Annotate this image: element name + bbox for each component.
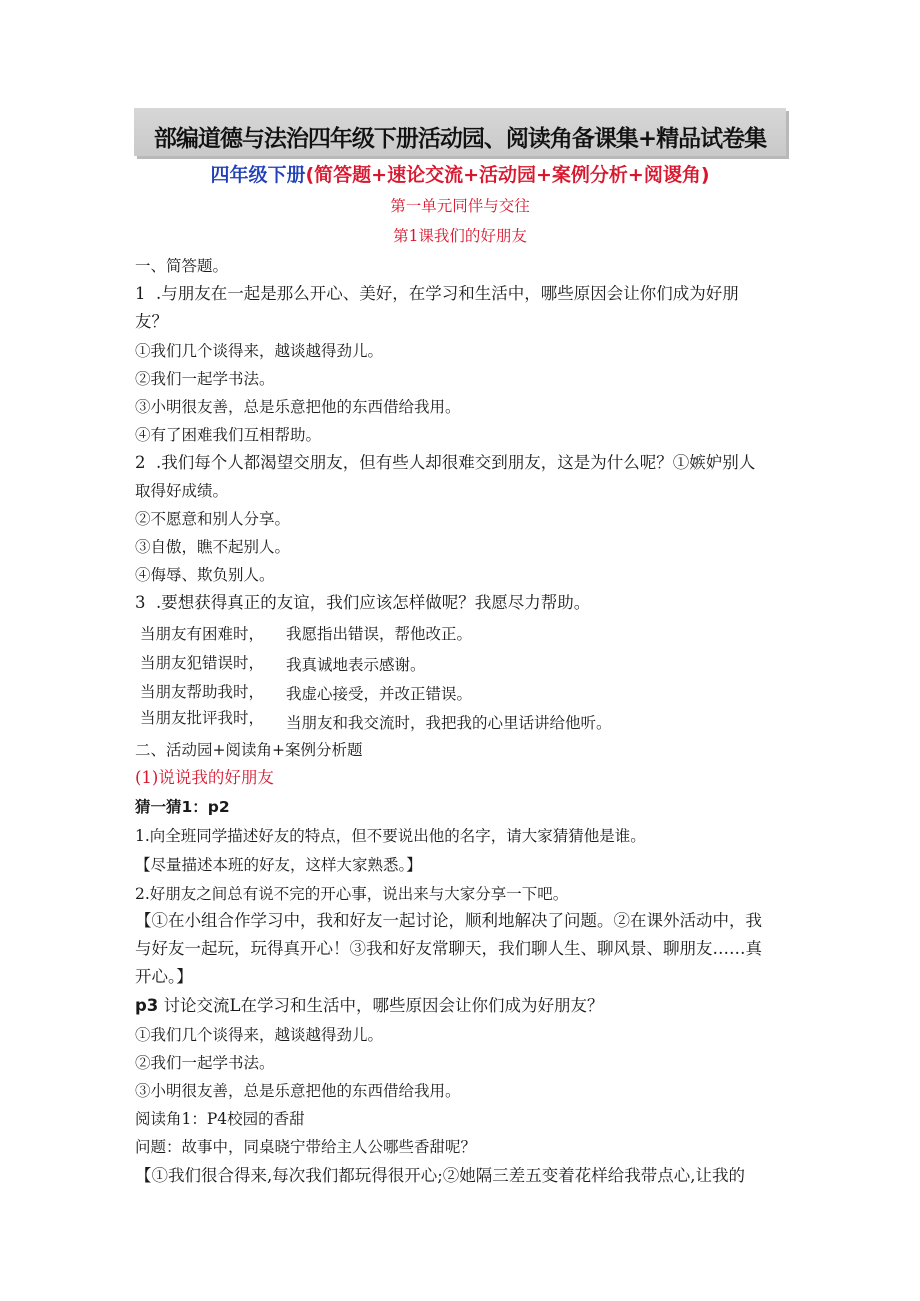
question-1-cont: 友？ [135,312,168,331]
match-left: 当朋友犯错误时， [140,654,265,672]
section-heading: 二、活动园+阅读角+案例分析题 [135,741,363,759]
activity-line: 开心。】 [135,967,193,986]
answer-line: 【①我们很合得来,每次我们都玩得很开心;②她隔三差五变着花样给我带点心,让我的 [135,1166,746,1185]
question-3: 3 .要想获得真正的友谊，我们应该怎样做呢？我愿尽力帮助。 [135,593,591,612]
match-right: 我愿指出错误，帮他改正。 [286,625,473,643]
document-title: 部编道德与法治四年级下册活动园、阅读角备课集+精品试卷集 [153,126,767,152]
answer-line: ②我们一起学书法。 [135,1054,275,1072]
reading-corner-title: 阅读角1：P4校园的香甜 [135,1110,305,1128]
answer-line: ③小明很友善，总是乐意把他的东西借给我用。 [135,1082,461,1100]
question-1: 1 .与朋友在一起是那么开心、美好，在学习和生活中，哪些原因会让你们成为好朋 [135,284,739,303]
question-2: 2 .我们每个人都渴望交朋友，但有些人却很难交到朋友，这是为什么呢？①嫉妒别人 [135,453,756,472]
lesson-title: 第1课我们的好朋友 [393,227,527,245]
match-left: 当朋友批评我时， [140,709,265,727]
answer-line: ③小明很友善，总是乐意把他的东西借给我用。 [135,398,461,416]
match-left: 当朋友有困难时， [140,625,265,643]
answer-line: ③自傲，瞧不起别人。 [135,538,291,556]
unit-title: 第一单元同伴与交往 [390,197,530,215]
subtitle [0,160,920,187]
answer-line: ④侮辱、欺负别人。 [135,566,275,584]
guess-label: 猜一猜1：p2 [135,798,230,816]
match-right: 我真诚地表示感谢。 [286,656,426,674]
answer-line: ②我们一起学书法。 [135,370,275,388]
subtitle-topics: (简答题+速论交流+活动园+案例分析+阅谡角) [305,164,710,186]
activity-line: 1.向全班同学描述好友的特点，但不要说出他的名字，请大家猜猜他是谁。 [135,827,646,845]
section-heading: 一、简答题。 [135,257,229,275]
subtitle-grade: 四年级下册 [210,164,306,186]
answer-line: 取得好成绩。 [135,482,229,500]
answer-line: ②不愿意和别人分享。 [135,510,291,528]
discussion-text: 讨论交流L在学习和生活中，哪些原因会让你们成为好朋友？ [163,996,604,1015]
activity-line: 与好友一起玩，玩得真开心！③我和好友常聊天，我们聊人生、聊风景、聊朋友……真 [135,939,762,958]
match-left: 当朋友帮助我时， [140,683,265,701]
activity-line: 【①在小组合作学习中，我和好友一起讨论，顺利地解决了问题。②在课外活动中，我 [135,911,762,930]
activity-line: 2.好朋友之间总有说不完的开心事，说出来与大家分享一下吧。 [135,885,569,903]
activity-title: (1)说说我的好朋友 [135,768,274,787]
answer-line: ④有了困难我们互相帮助。 [135,426,322,444]
match-right: 我虚心接受，并改正错误。 [286,685,473,703]
activity-line: 【尽量描述本班的好友，这样大家熟悉。】 [135,856,422,874]
title-banner [134,108,786,156]
question-line: 问题：故事中，同桌晓宁带给主人公哪些香甜呢？ [135,1138,477,1156]
page-ref: p3 [135,996,159,1015]
match-right: 当朋友和我交流时，我把我的心里话讲给他听。 [286,714,612,732]
answer-line: ①我们几个谈得来，越谈越得劲儿。 [135,342,384,360]
discussion-line [135,996,604,1016]
answer-line: ①我们几个谈得来，越谈越得劲儿。 [135,1026,384,1044]
